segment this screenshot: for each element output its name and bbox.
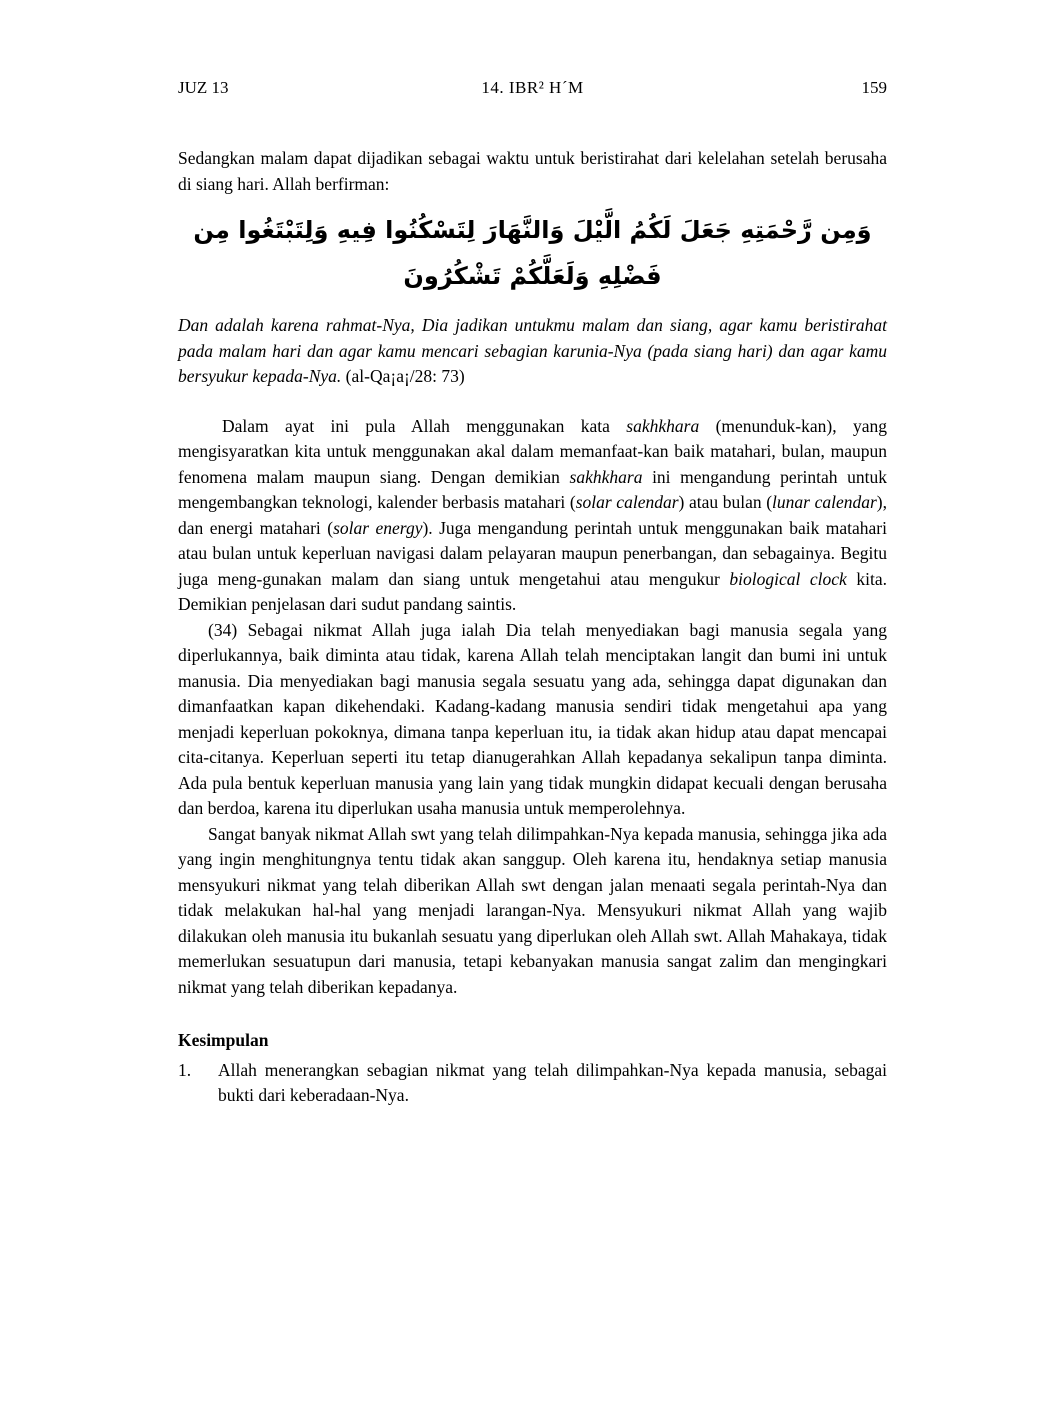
italic-run: lunar calendar	[772, 492, 877, 512]
verse-translation	[178, 313, 887, 390]
text-run: (menunduk-kan), yang mengisyaratkan kita untuk menggunakan akal dalam memanfaat-kan baik matahari, bulan, maupun fenomena malam maupun siang. Dengan demikian	[178, 415, 887, 487]
italic-run: biological clock	[729, 568, 847, 589]
intro-paragraph: Sedangkan malam dapat dijadikan sebagai waktu untuk beristirahat dari kelelahan setelah berusaha di siang hari. Allah berfirman:	[178, 148, 887, 194]
list-item-number: 1.	[178, 1059, 192, 1080]
italic-run: Dan adalah karena rahmat-Nya, Dia jadikan untukmu malam dan siang, agar kamu beristirahat pada malam hari dan agar kamu mencari sebagian karunia-Nya (pada siang hari) dan agar kamu bersyukur kepada-Nya.	[178, 315, 887, 386]
text-run: ), dan energi matahari (	[178, 492, 887, 538]
paragraph	[178, 414, 887, 618]
text-run: ini mengandung perintah untuk mengembangkan teknologi, kalender berbasis matahari (	[178, 466, 887, 512]
arabic-verse: وَمِن رَّحْمَتِهِ جَعَلَ لَكُمُ الَّيْلَ وَالنَّهَارَ لِتَسْكُنُوا فِيهِ وَلِتَبْتَغُوا مِن فَضْلِهِ وَلَعَلَّكُمْ تَشْكُرُونَ	[193, 216, 872, 290]
text-run: (34) Sebagai nikmat Allah juga ialah Dia telah menyediakan bagi manusia segala yang diperlukannya, baik diminta atau tidak, karena Allah telah menciptakan langit dan bumi ini untuk manusia. Dia menyediakan bagi manusia segala sesuatu yang ada, sehingga dapat digunakan dan dimanfaatkan kapan dikehendaki. Kadang-kadang manusia sendiri tidak mengetahui apa yang menjadi keperluan pokoknya, dimana tanpa keperluan itu, ia tidak akan hidup atau dapat mencapai cita-citanya. Keperluan seperti itu tetap dianugerahkan Allah kepadanya sekalipun tanpa diminta. Ada pula bentuk keperluan manusia yang lain yang tidak mungkin didapat kecuali dengan berusaha dan berdoa, karena itu diperlukan usaha manusia untuk memperolehnya.	[178, 619, 887, 818]
header-juz-label: JUZ 13	[178, 78, 229, 97]
page-body	[178, 146, 887, 1109]
italic-run: sakhkhara	[626, 415, 700, 436]
paragraph	[178, 822, 887, 1001]
paragraph	[178, 618, 887, 822]
body-paragraphs	[178, 414, 887, 1001]
header-page-number: 159	[861, 78, 887, 97]
text-run: ). Juga mengandung perintah untuk menggunakan baik matahari atau bulan untuk keperluan navigasi dalam pelayaran maupun penerbangan, dan sebagainya. Begitu juga meng-gunakan malam dan siang untuk mengetahui atau mengukur	[178, 517, 887, 589]
page-header	[178, 78, 887, 98]
italic-run: solar calendar	[575, 492, 679, 512]
text-run: ) atau bulan (	[678, 492, 773, 512]
list-item	[178, 1058, 887, 1109]
kesimpulan-list	[178, 1058, 887, 1109]
text-run: Dalam ayat ini pula Allah menggunakan kata	[222, 415, 627, 436]
kesimpulan-heading: Kesimpulan	[178, 1030, 269, 1050]
text-run: (al-Qa¡a¡/28: 73)	[341, 366, 465, 386]
italic-run: solar energy	[333, 517, 423, 538]
list-item-text: Allah menerangkan sebagian nikmat yang telah dilimpahkan-Nya kepada manusia, sebagai bukti dari keberadaan-Nya.	[218, 1059, 887, 1105]
text-run: Sangat banyak nikmat Allah swt yang telah dilimpahkan-Nya kepada manusia, sehingga jika ada yang ingin menghitungnya tentu tidak akan sanggup. Oleh karena itu, hendaknya setiap manusia mensyukuri nikmat yang telah diberikan Allah swt dengan jalan menaati segala perintah-Nya dan tidak melakukan hal-hal yang menjadi larangan-Nya. Mensyukuri nikmat Allah yang wajib dilakukan oleh manusia itu bukanlah sesuatu yang diperlukan oleh Allah swt. Allah Mahakaya, tidak memerlukan sesuatupun dari manusia, tetapi kebanyakan manusia sangat zalim dan mengingkari nikmat yang telah diberikan kepadanya.	[178, 823, 887, 997]
header-surah-title: 14. IBR² H´M	[481, 78, 584, 97]
text-run: kita. Demikian penjelasan dari sudut pandang saintis.	[178, 568, 887, 614]
italic-run: sakhkhara	[569, 466, 643, 487]
